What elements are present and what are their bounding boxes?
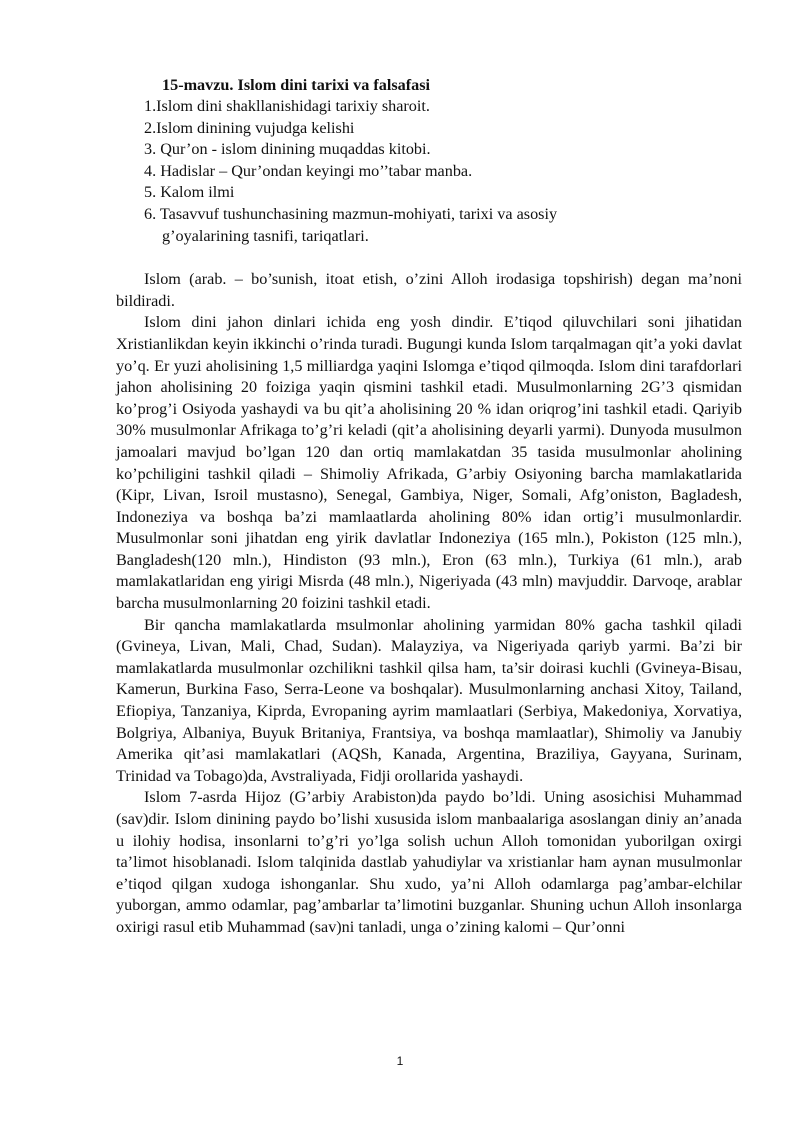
outline-item-3: 3. Qur’on - islom dinining muqaddas kitobi. xyxy=(144,140,431,159)
outline-item-6-text: 6. Tasavvuf tushunchasining mazmun-mohiyati, tarixi va asosiy xyxy=(144,204,558,223)
section-spacer xyxy=(116,247,742,269)
outline-item-5: 5. Kalom ilmi xyxy=(144,183,235,202)
outline-item-2: 2.Islom dinining vujudga kelishi xyxy=(144,118,355,137)
topic-outline xyxy=(144,96,742,247)
outline-item-6 xyxy=(144,204,742,247)
paragraph-3: Bir qancha mamlakatlarda msulmonlar aholining yarmidan 80% gacha tashkil qiladi (Gvineya, Livan, Mali, Chad, Sudan). Malayziya, va Nigeriyada qariyb yarmi. Ba’zi bir mamlakatlarda musulmonlar ozchilikni tashkil qilsa ham, ta’sir doirasi kuchli (Gvineya-Bisau, Kamerun, Burkina Faso, Serra-Leone va boshqalar). Musulmonlarning anchasi Xitoy, Tailand, Efiopiya, Tanzaniya, Kiprda, Evropaning ayrim mamlaatlari (Serbiya, Makedoniya, Xorvatiya, Bolgriya, Albaniya, Buyuk Britaniya, Frantsiya, va boshqa mamlaatlar), Shimoliy va Janubiy Amerika qit’asi mamlakatlari (AQSh, Kanada, Argentina, Braziliya, Gayyana, Surinam, Trinidad va Tobago)da, Avstraliyada, Fidji orollarida yashaydi. xyxy=(116,615,742,785)
paragraph-1: Islom (arab. – bo’sunish, itoat etish, o’zini Alloh irodasiga topshirish) degan ma’noni bildiradi. xyxy=(116,270,742,310)
outline-item-1: 1.Islom dini shakllanishidagi tarixiy sharoit. xyxy=(144,97,430,115)
page-number: 1 xyxy=(396,1054,404,1068)
outline-item-6-continuation: g’oyalarining tasnifi, tariqatlari. xyxy=(162,226,369,245)
document-title: 15-mavzu. Islom dini tarixi va falsafasi xyxy=(162,76,430,94)
page-content xyxy=(116,74,742,939)
paragraph-4: Islom 7-asrda Hijoz (G’arbiy Arabiston)da paydo bo’ldi. Uning asosichisi Muhammad (sav)dir. Islom dinining paydo bo’lishi xususida islom manbaalariga asoslangan diniy an’anada u ilohiy hodisa, insonlarni to’g’ri yo’lga solish uchun Alloh tomonidan yuborilgan oxirgi ta’limot hisoblanadi. Islom talqinida dastlab yahudiylar va xristianlar ham aynan musulmonlar e’tiqod qilgan xudoga ishonganlar. Shu xudo, ya’ni Alloh odamlarga pag’ambar-elchilar yuborgan, ammo odamlar, pag’ambarlar ta’limotini buzganlar. Shuning uchun Alloh insonlarga oxirigi rasul etib Muhammad (sav)ni tanladi, unga o’zining kalomi – Qur’onni xyxy=(116,788,742,936)
outline-item-4: 4. Hadislar – Qur’ondan keyingi mo’’tabar manba. xyxy=(144,161,473,180)
paragraph-2: Islom dini jahon dinlari ichida eng yosh dindir. E’tiqod qiluvchilari soni jihatidan Xristianlikdan keyin ikkinchi o’rinda turadi. Bugungi kunda Islom tarqalmagan qit’a yoki davlat yo’q. Er yuzi aholisining 1,5 milliardga yaqini Islomga e’tiqod qilmoqda. Islom dini tarafdorlari jahon aholisining 20 foiziga yaqin qismini tashkil etadi. Musulmonlarning 2G’3 qismidan ko’prog’i Osiyoda yashaydi va bu qit’a aholisining 20 % idan oriqrog’ini tashkil etadi. Qariyib 30% musulmonlar Afrikaga to’g’ri keladi (qit’a aholisining deyarli yarmi). Dunyoda musulmon jamoalari mavjud bo’lgan 120 dan ortiq mamlakatdan 35 tasida musulmonlar aholining ko’pchiligini tashkil qiladi – Shimoliy Afrikada, G’arbiy Osiyoning barcha mamlakatlarida (Kipr, Livan, Isroil mustasno), Senegal, Gambiya, Niger, Somali, Afg’oniston, Bagladesh, Indoneziya va boshqa ba’zi mamlaatlarda aholining 80% idan ortig’i musulmonlardir. Musulmonlar soni jihatdan eng yirik davlatlar Indoneziya (165 mln.), Pokiston (125 mln.), Bangladesh(120 mln.), Hindiston (93 mln.), Eron (63 mln.), Turkiya (61 mln.), arab mamlakatlaridan eng yirigi Misrda (48 mln.), Nigeriyada (43 mln) mavjuddir. Darvoqe, arablar barcha musulmonlarning 20 foizini tashkil etadi. xyxy=(116,313,742,613)
